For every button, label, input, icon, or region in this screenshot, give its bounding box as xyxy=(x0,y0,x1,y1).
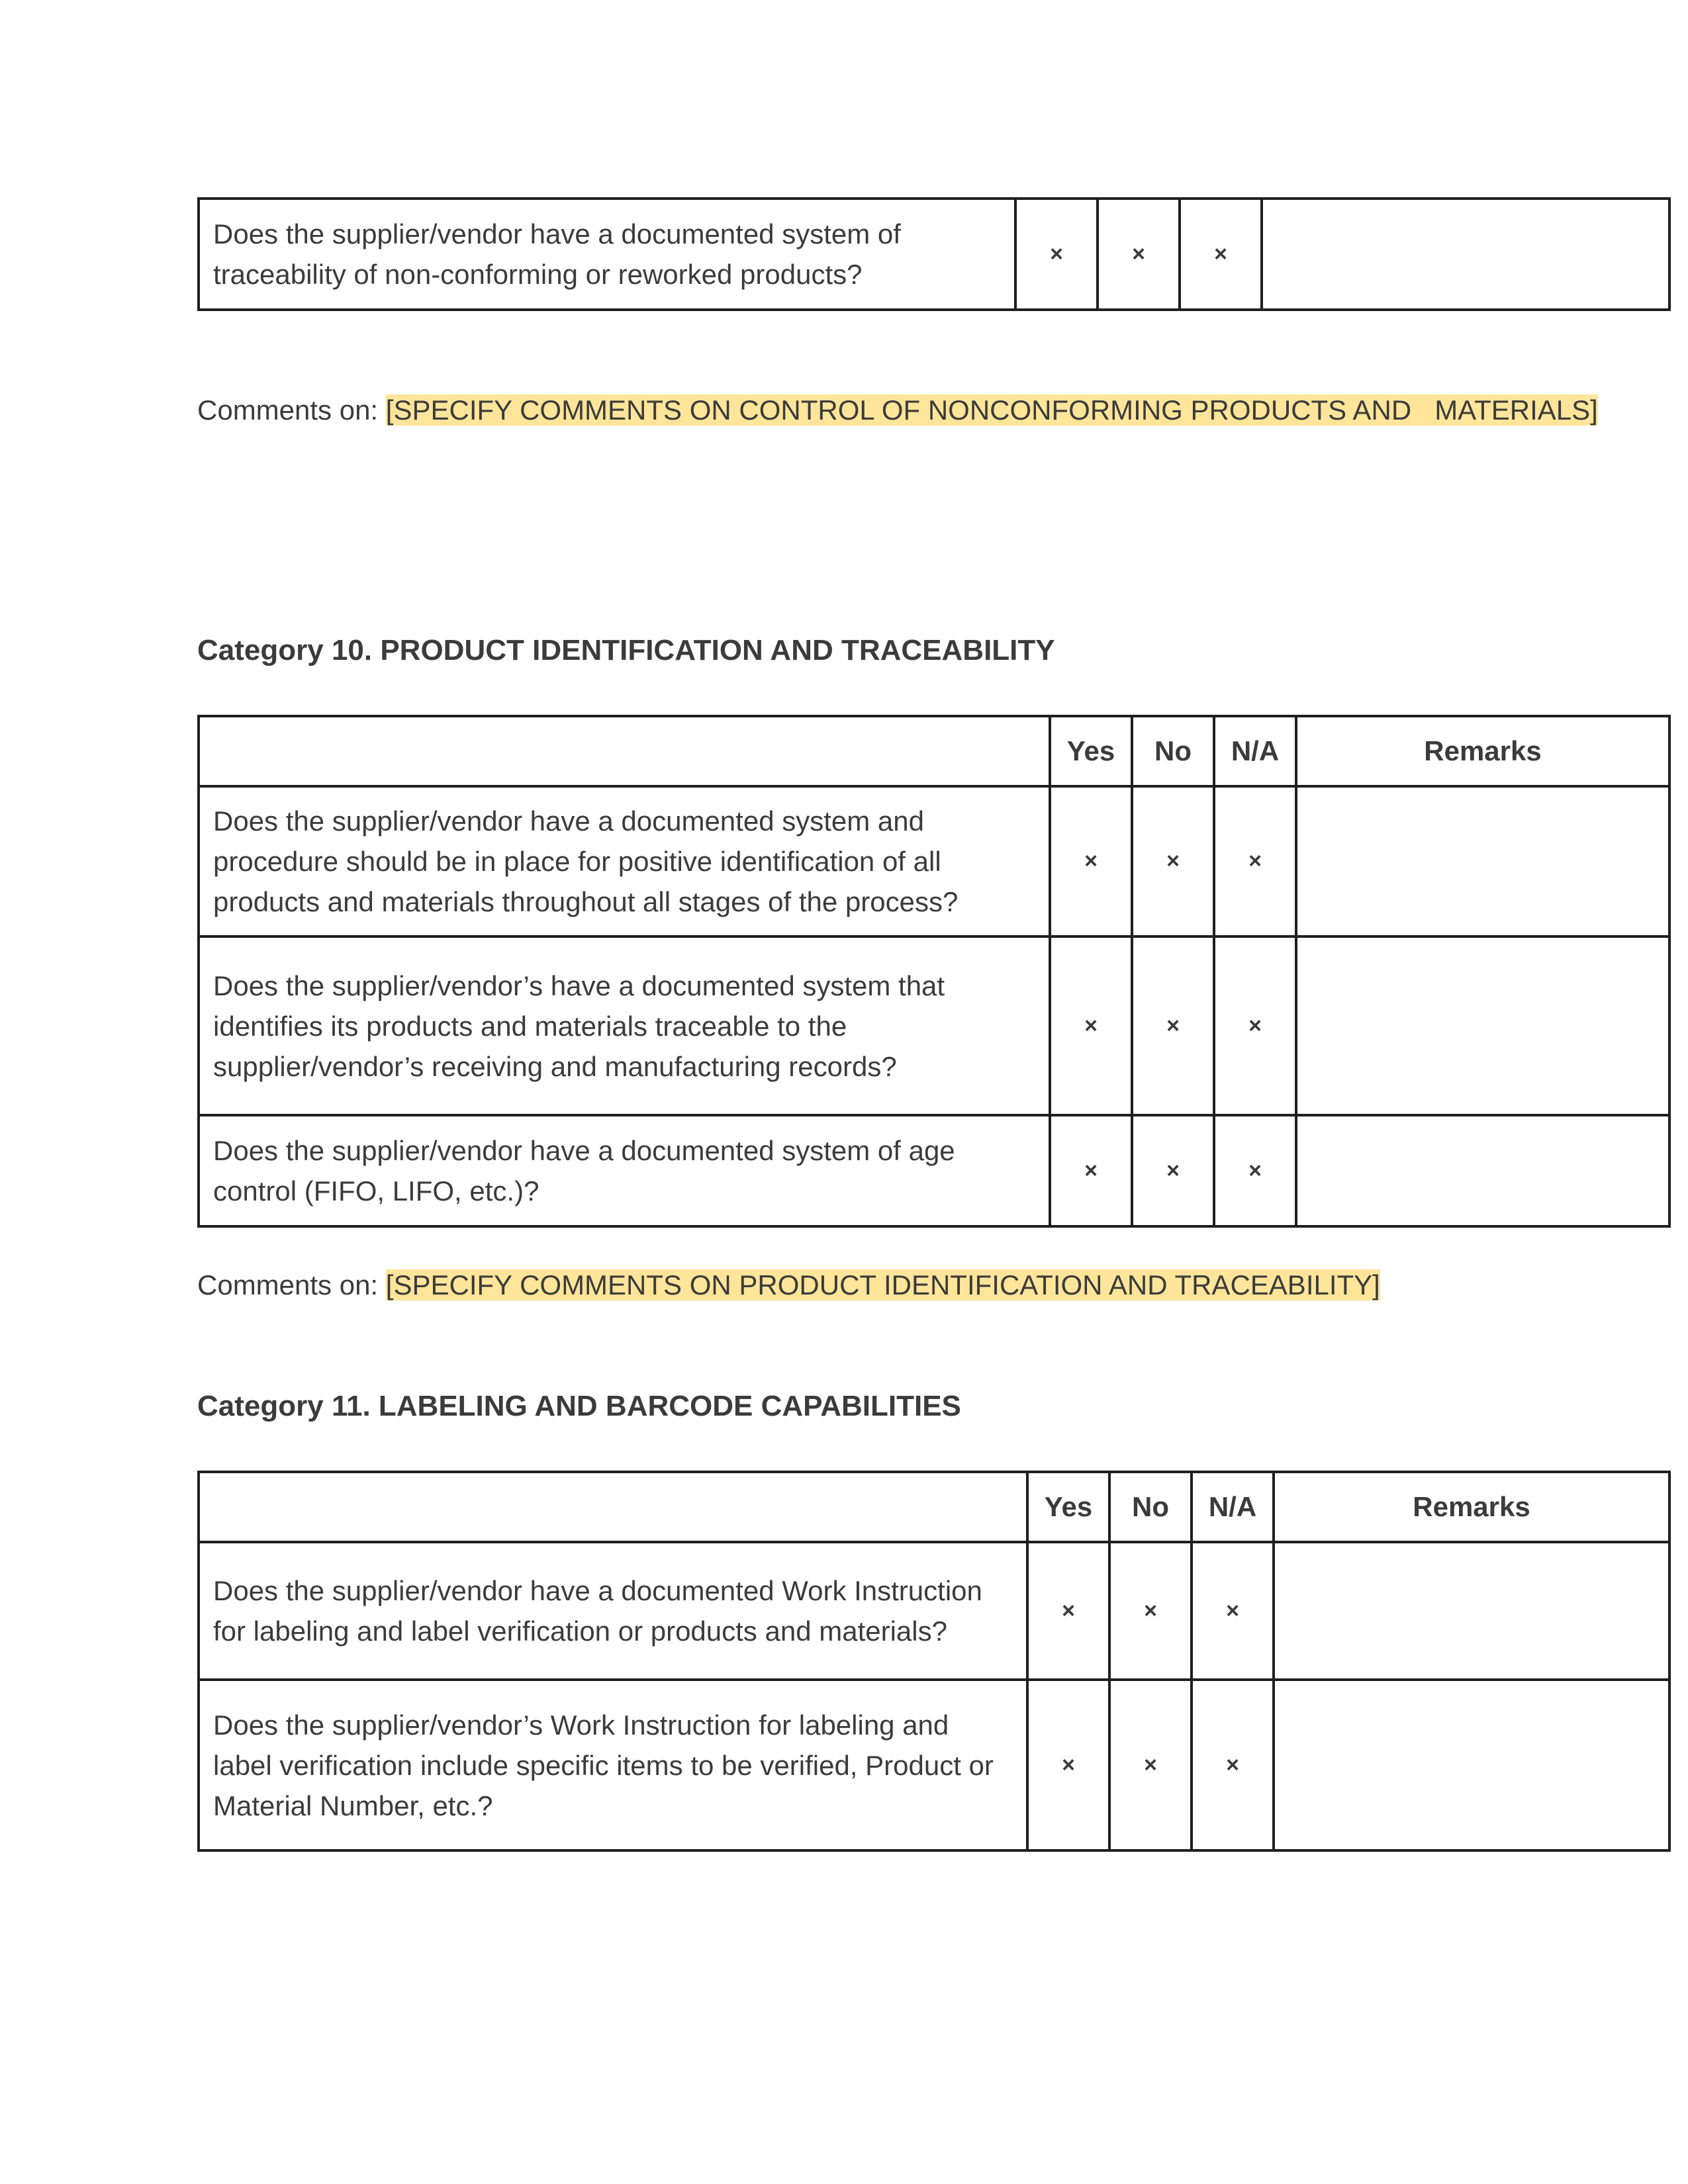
table-row xyxy=(199,1115,1669,1226)
no-checkbox[interactable]: × xyxy=(1132,936,1214,1115)
traceability-checklist-table xyxy=(197,197,1671,311)
question-header-cell xyxy=(199,1472,1027,1542)
table-row xyxy=(199,1542,1669,1680)
no-checkbox[interactable]: × xyxy=(1132,1115,1214,1226)
table-header-row xyxy=(199,716,1669,786)
na-column-header: N/A xyxy=(1214,716,1296,786)
question-cell: Does the supplier/vendor have a documented system of traceability of non-conforming or reworked products? xyxy=(199,199,1015,310)
comments-label: Comments on: xyxy=(197,1269,379,1300)
na-checkbox[interactable]: × xyxy=(1192,1542,1274,1680)
remarks-cell[interactable] xyxy=(1262,199,1669,310)
table-row xyxy=(199,199,1669,310)
yes-checkbox[interactable]: × xyxy=(1050,936,1132,1115)
remarks-cell[interactable] xyxy=(1296,1115,1669,1226)
table-header-row xyxy=(199,1472,1669,1542)
na-column-header: N/A xyxy=(1192,1472,1274,1542)
remarks-cell[interactable] xyxy=(1274,1542,1669,1680)
no-checkbox[interactable]: × xyxy=(1132,786,1214,936)
yes-checkbox[interactable]: × xyxy=(1027,1680,1109,1850)
no-column-header: No xyxy=(1109,1472,1192,1542)
category-10-title: Category 10. PRODUCT IDENTIFICATION AND TRACEABILITY xyxy=(197,634,1055,666)
no-checkbox[interactable]: × xyxy=(1109,1542,1192,1680)
yes-column-header: Yes xyxy=(1027,1472,1109,1542)
no-checkbox[interactable]: × xyxy=(1098,199,1180,310)
table-row xyxy=(199,936,1669,1115)
na-checkbox[interactable]: × xyxy=(1180,199,1262,310)
yes-checkbox[interactable]: × xyxy=(1015,199,1098,310)
comments-label: Comments on: xyxy=(197,394,379,426)
question-cell: Does the supplier/vendor’s have a documented system that identifies its products and materials traceable to the supplier/vendor’s receiving and manufacturing records? xyxy=(199,936,1050,1115)
question-header-cell xyxy=(199,716,1050,786)
question-cell: Does the supplier/vendor have a documented system of age control (FIFO, LIFO, etc.)? xyxy=(199,1115,1050,1226)
remarks-cell[interactable] xyxy=(1274,1680,1669,1850)
comments-product-identification xyxy=(197,1267,1380,1304)
na-checkbox[interactable]: × xyxy=(1192,1680,1274,1850)
question-cell: Does the supplier/vendor’s Work Instruction for labeling and label verification include specific items to be verified, Product or Material Number, etc.? xyxy=(199,1680,1027,1850)
yes-checkbox[interactable]: × xyxy=(1050,786,1132,936)
remarks-cell[interactable] xyxy=(1296,936,1669,1115)
table-row xyxy=(199,1680,1669,1850)
na-checkbox[interactable]: × xyxy=(1214,1115,1296,1226)
na-checkbox[interactable]: × xyxy=(1214,786,1296,936)
remarks-column-header: Remarks xyxy=(1296,716,1669,786)
question-cell: Does the supplier/vendor have a documented Work Instruction for labeling and label verification or products and materials? xyxy=(199,1542,1027,1680)
category-11-title: Category 11. LABELING AND BARCODE CAPABILITIES xyxy=(197,1390,961,1422)
table-row xyxy=(199,786,1669,936)
comments-placeholder-field[interactable]: [SPECIFY COMMENTS ON CONTROL OF NONCONFORMING PRODUCTS AND MATERIALS] xyxy=(385,394,1598,426)
category-11-table xyxy=(197,1471,1671,1852)
comments-placeholder-field[interactable]: [SPECIFY COMMENTS ON PRODUCT IDENTIFICATION AND TRACEABILITY] xyxy=(385,1269,1380,1300)
yes-checkbox[interactable]: × xyxy=(1050,1115,1132,1226)
remarks-cell[interactable] xyxy=(1296,786,1669,936)
comments-nonconforming xyxy=(197,392,1598,429)
question-cell: Does the supplier/vendor have a documented system and procedure should be in place for positive identification of all products and materials throughout all stages of the process? xyxy=(199,786,1050,936)
no-column-header: No xyxy=(1132,716,1214,786)
remarks-column-header: Remarks xyxy=(1274,1472,1669,1542)
category-10-table xyxy=(197,715,1671,1228)
na-checkbox[interactable]: × xyxy=(1214,936,1296,1115)
no-checkbox[interactable]: × xyxy=(1109,1680,1192,1850)
yes-column-header: Yes xyxy=(1050,716,1132,786)
yes-checkbox[interactable]: × xyxy=(1027,1542,1109,1680)
